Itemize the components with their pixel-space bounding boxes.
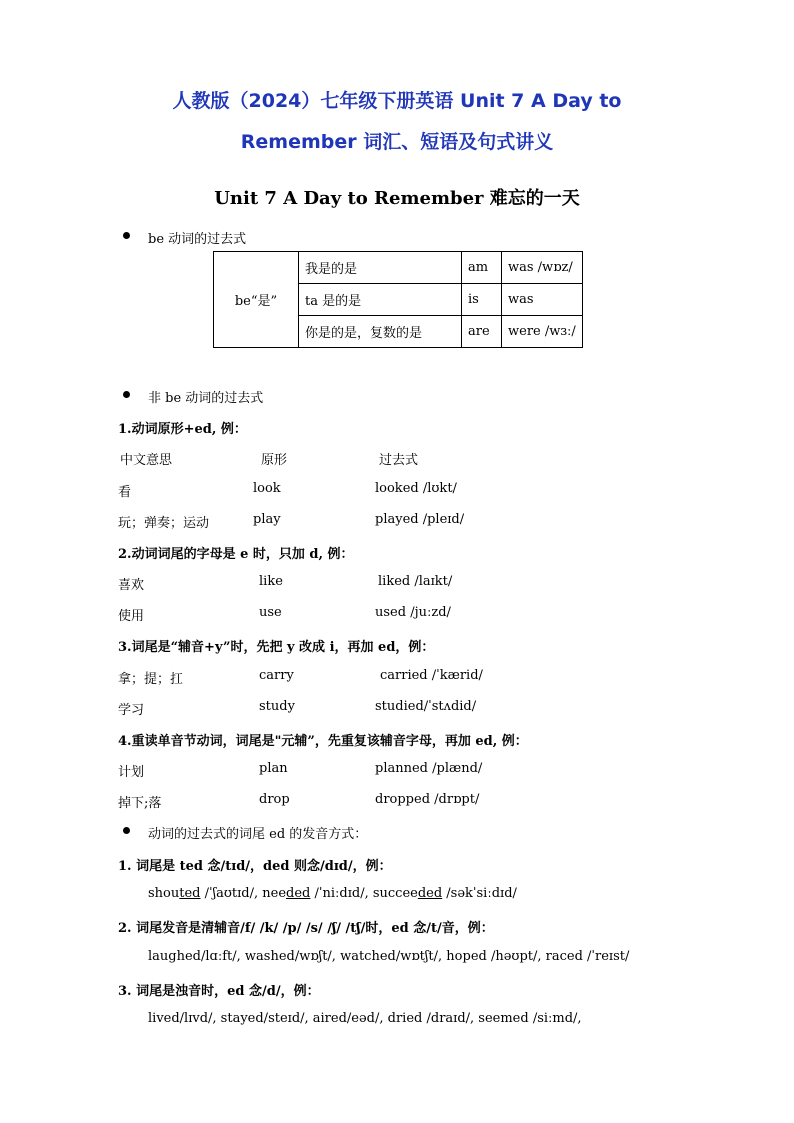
word-base: study <box>259 699 295 714</box>
table-cell-meaning: 你是的是，复数的是 <box>299 316 462 348</box>
pron-rule1: 1. 词尾是 ted 念/tɪd/，ded 则念/dɪd/，例： <box>118 859 392 874</box>
word-meaning: 玩；弹奏；运动 <box>118 516 210 531</box>
word-meaning: 使用 <box>118 609 145 624</box>
pron-rule3-examples: lived/lɪvd/, stayed/steɪd/, aired/eəd/, dried /draɪd/, seemed /siːmd/, <box>148 1011 582 1026</box>
underlined-ending: ded <box>417 886 443 901</box>
word-past: liked /laɪkt/ <box>378 574 453 589</box>
pron-rule2: 2. 词尾发音是清辅音/f/ /k/ /p/ /s/ /ʃ/ /tʃ/时，ed 念/t/音，例： <box>118 921 494 936</box>
underlined-ending: ded <box>286 886 311 901</box>
bullet-icon <box>123 827 130 834</box>
word-past: planned /plænd/ <box>375 761 483 776</box>
word-base: play <box>253 512 281 527</box>
table-cell-present: am <box>462 252 502 284</box>
section-nonbe-heading: 非 be 动词的过去式 <box>148 391 264 406</box>
word-past: used /juːzd/ <box>375 605 451 620</box>
word-base: look <box>253 481 281 496</box>
word-meaning: 掉下;落 <box>118 796 162 811</box>
rule2-heading: 2.动词词尾的字母是 e 时，只加 d, 例： <box>118 547 354 562</box>
word-base: like <box>259 574 283 589</box>
word-base: drop <box>259 792 290 807</box>
example-text: /ˈʃaʊtɪd/, nee <box>200 886 287 901</box>
word-meaning: 喜欢 <box>118 578 145 593</box>
table-row <box>214 252 583 284</box>
pron-rule2-examples: laughed/lɑːft/, washed/wɒʃt/, watched/wɒtʃt/, hoped /həʊpt/, raced /ˈreɪst/ <box>148 949 630 964</box>
rule1-heading: 1.动词原形+ed, 例： <box>118 422 247 437</box>
section-be-heading: be 动词的过去式 <box>148 232 247 247</box>
table-cell-present: are <box>462 316 502 348</box>
table-label-cell: be“是” <box>214 252 299 348</box>
table-cell-past: was /wɒz/ <box>502 252 583 284</box>
word-past: dropped /drɒpt/ <box>375 792 480 807</box>
header-past: 过去式 <box>379 453 419 468</box>
header-base: 原形 <box>261 453 288 468</box>
word-past: carried /ˈkærid/ <box>380 668 483 683</box>
word-base: use <box>259 605 282 620</box>
word-base: plan <box>259 761 288 776</box>
word-meaning: 看 <box>118 485 132 500</box>
word-meaning: 拿；提；扛 <box>118 672 184 687</box>
bullet-icon <box>123 232 130 239</box>
word-base: carry <box>259 668 294 683</box>
word-past: played /pleɪd/ <box>375 512 465 527</box>
example-text: /ˈniːdɪd/, succee <box>310 886 418 901</box>
example-text: /səkˈsiːdɪd/ <box>442 886 517 901</box>
underlined-ending: ted <box>179 886 201 901</box>
table-cell-meaning: 我是的是 <box>299 252 462 284</box>
header-meaning: 中文意思 <box>120 453 173 468</box>
word-meaning: 计划 <box>118 765 145 780</box>
be-past-table <box>213 251 583 348</box>
word-past: studied/ˈstʌdid/ <box>375 699 477 714</box>
page-title-line1: 人教版（2024）七年级下册英语 Unit 7 A Day to <box>172 90 622 112</box>
example-text: shou <box>148 886 180 901</box>
rule3-heading: 3.词尾是“辅音+y”时，先把 y 改成 i，再加 ed，例： <box>118 640 435 655</box>
table-cell-past: were /wɜː/ <box>502 316 583 348</box>
unit-subtitle: Unit 7 A Day to Remember 难忘的一天 <box>214 188 580 209</box>
table-cell-past: was <box>502 284 583 316</box>
section-pron-heading: 动词的过去式的词尾 ed 的发音方式： <box>148 827 368 842</box>
table-cell-present: is <box>462 284 502 316</box>
word-meaning: 学习 <box>118 703 145 718</box>
rule4-heading: 4.重读单音节动词，词尾是"元辅”，先重复该辅音字母，再加 ed, 例： <box>118 734 528 749</box>
page-title-line2: Remember 词汇、短语及句式讲义 <box>240 131 554 153</box>
table-cell-meaning: ta 是的是 <box>299 284 462 316</box>
pron-rule3: 3. 词尾是浊音时，ed 念/d/，例： <box>118 984 320 999</box>
bullet-icon <box>123 391 130 398</box>
word-past: looked /lʊkt/ <box>375 481 457 496</box>
pron-rule1-examples <box>148 886 517 901</box>
